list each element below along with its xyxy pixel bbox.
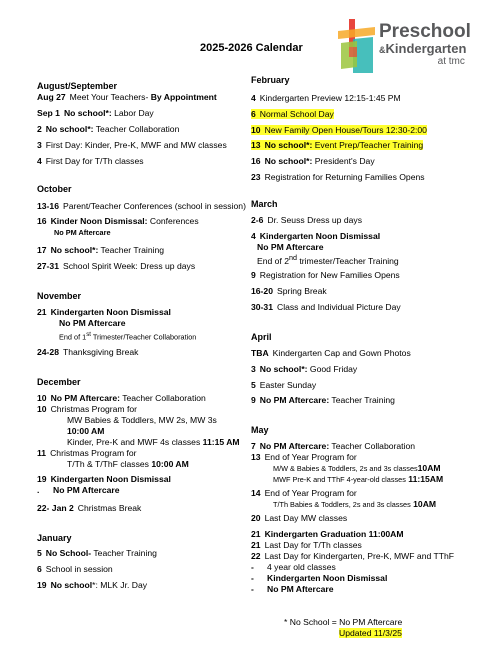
event-date: 5 [251,380,256,390]
event-subline: 10:00 AM [67,426,105,436]
event-block [37,474,171,496]
month-heading: January [37,533,72,543]
event-block [251,364,357,375]
event-text: Good Friday [309,364,358,374]
event-row [251,125,427,136]
event-row [251,380,316,391]
logo-line-preschool: Preschool [379,21,471,42]
event-block [251,395,395,406]
month-heading: August/September [37,81,118,91]
event-block [251,488,436,510]
event-row [251,452,443,463]
event-row [37,393,240,404]
event-text: President's Day [314,156,375,166]
event-row [37,216,199,227]
event-row [251,302,401,313]
event-date: 17 [37,245,47,255]
event-block [37,307,196,342]
event-row [37,261,195,272]
section-october [37,184,72,195]
event-row [37,307,196,318]
event-text: Teacher Collaboration [122,393,206,403]
event-date: 30-31 [251,302,273,312]
event-date: 13 [251,140,261,150]
event-text: Last Day for T/Th classes [264,540,362,550]
event-subline-text: trimester/Teacher Training [296,255,399,266]
event-row [251,109,334,120]
event-bold: Kinder Noon Dismissal: [50,216,148,226]
section-november [37,291,81,302]
event-subline-text: T/Th Babies & Toddlers, 2s and 3s classes [273,500,411,509]
event-text: Teacher Collaboration [331,441,416,451]
event-row [251,140,423,151]
event-block [251,529,454,595]
event-bold: No school*: [63,108,112,118]
event-subline: No PM Aftercare [257,242,324,252]
event-block [37,393,240,448]
event-bold: No School- [45,548,92,558]
event-block [37,564,113,575]
event-text: School Spirit Week: Dress up days [62,261,196,271]
event-block [37,216,199,238]
event-date: 27-31 [37,261,59,271]
highlight [251,140,423,150]
section-aug-sep [37,81,217,103]
event-date: 2 [37,124,42,134]
event-subline [251,499,436,510]
event-date: Aug 27 [37,92,66,102]
logo-ampersand: & [379,45,386,55]
event-subline: MW Babies & Toddlers, MW 2s, MW 3s [67,415,217,425]
event-row [251,441,443,452]
event-bold: By Appointment [150,92,217,102]
event-block [251,109,334,120]
footer-note [284,617,402,639]
event-block [251,93,401,104]
event-text: Class and Individual Picture Day [276,302,401,312]
event-text: Last Day for Kindergarten, Pre-K, MWF and TThF [264,551,455,561]
event-block [251,441,443,485]
logo-line-at-tmc: at tmc [437,56,465,67]
event-bold: 10:00 AM [151,459,189,469]
event-date: 21 [37,307,47,317]
event-row [251,584,454,595]
event-bold: No school*: [259,364,308,374]
event-date: 11 [37,448,47,458]
month-heading: November [37,291,82,301]
event-date: 23 [251,172,261,182]
event-block [37,580,147,591]
section-april [251,332,272,343]
event-subline-sup: st [86,331,91,338]
event-date: 5 [37,548,42,558]
event-row [251,156,375,167]
event-subline [251,474,443,485]
event-block [37,448,189,470]
event-date: 10 [37,393,47,403]
event-row [37,140,227,151]
event-block [37,347,138,358]
event-text: Last Day MW classes [264,513,348,523]
event-row [37,404,240,415]
event-text: 4 year old classes [267,562,336,572]
school-logo [333,17,493,75]
event-text: Thanksgiving Break [62,347,139,357]
event-bold: Kindergarten Noon Dismissal [259,231,381,241]
highlight [251,125,427,135]
event-date: 4 [251,231,256,241]
event-date: 3 [251,364,256,374]
event-bold: Kindergarten Noon Dismissal [50,474,171,484]
section-december [37,377,81,388]
event-date: 16 [251,156,261,166]
event-bold: No school*: [50,245,99,255]
event-block [37,124,179,135]
event-subline-text: Kinder, Pre-K and MWF 4s classes [67,437,201,447]
event-row [251,270,400,281]
event-row [251,573,454,584]
event-bold: No school*: [45,124,94,134]
event-subline: No PM Aftercare [54,228,111,237]
event-bold: No school*: [264,156,313,166]
event-date: - [251,584,254,594]
event-subline [251,463,443,474]
section-aug-sep-rows [37,108,154,119]
event-row [251,562,454,573]
event-date: - [251,573,254,583]
event-block [251,231,399,267]
event-bold: Kindergarten Graduation 11:00AM [264,529,404,539]
logo-cross-icon [335,17,377,75]
logo-line-kindergarten [379,42,471,57]
event-bold: No school*: [264,140,313,150]
month-heading: December [37,377,81,387]
event-block [251,513,347,524]
event-block [37,503,141,514]
event-block [37,201,246,212]
month-heading: February [251,75,290,85]
event-bold: No PM Aftercare: [259,395,330,405]
event-date: 10 [251,125,261,135]
event-bold: No school [50,580,93,590]
event-subline-sup: nd [289,254,297,262]
event-block [37,261,195,272]
section-february [251,75,290,86]
event-row [37,92,217,103]
event-block [251,302,401,313]
section-may [251,425,269,436]
event-block [251,125,427,136]
event-bold: 10AM [417,463,441,473]
event-row [37,347,138,358]
event-date: 10 [37,404,47,414]
event-text: Teacher Collaboration [95,124,180,134]
event-block [37,245,164,256]
event-date: 22 [251,551,261,561]
event-row [251,286,327,297]
event-date: 4 [251,93,256,103]
event-date: 20 [251,513,261,523]
event-block [251,172,425,183]
event-text: Labor Day [114,108,154,118]
event-block [251,348,411,359]
event-text: Kindergarten Cap and Gown Photos [272,348,411,358]
event-block [251,140,423,151]
event-text: Spring Break [276,286,327,296]
event-date: 2-6 [251,215,264,225]
event-date: 16 [37,216,47,226]
event-date: Sep 1 [37,108,60,118]
event-subline-text: End of 1 [59,332,87,342]
event-row [251,395,395,406]
event-text: First Day: Kinder, Pre-K, MWF and MW classes [45,140,227,150]
month-heading: March [251,199,278,209]
event-date: 7 [251,441,256,451]
event-text: School in session [45,564,113,574]
event-row [251,540,454,551]
logo-kindergarten-word: Kindergarten [385,41,467,56]
month-heading: October [37,184,72,194]
event-row [251,231,399,242]
event-subline-text: Trimester/Teacher Collaboration [90,332,197,342]
event-date: 13 [251,452,261,462]
event-row [37,245,164,256]
event-block [37,548,157,559]
event-date: 4 [37,156,42,166]
event-date: 24-28 [37,347,59,357]
event-bold: Kindergarten Noon Dismissal [267,573,388,583]
event-text: Teacher Training [331,395,395,405]
event-text: *: MLK Jr. Day [92,580,148,590]
event-date: 21 [251,540,261,550]
event-date: 13-16 [37,201,59,211]
month-heading: April [251,332,272,342]
event-subline [37,329,196,342]
event-row [251,364,357,375]
event-subline [251,253,399,267]
event-bold: 10AM [413,499,437,509]
calendar-title: 2025-2026 Calendar [200,42,303,54]
event-bold: No PM Aftercare [53,485,120,495]
event-text: Easter Sunday [259,380,317,390]
event-subline [37,437,240,448]
event-subline-text: M/W & Babies & Toddlers, 2s and 3s classes [273,464,418,473]
event-date: . [37,485,40,495]
event-date: 14 [251,488,261,498]
event-bold: 11:15AM [408,474,444,484]
event-row [37,485,171,496]
highlight [251,109,334,119]
event-block [251,270,400,281]
event-text: Dr. Seuss Dress up days [267,215,362,225]
event-date: 6 [37,564,42,574]
event-date: 6 [251,109,256,119]
event-subline-text: T/Th & T/ThF classes [67,459,149,469]
footer-legend: * No School = No PM Aftercare [284,617,403,627]
event-subline-text: MWF Pre-K and TThF 4-year-old classes [273,475,406,484]
event-date: 19 [37,474,47,484]
logo-wordmark [379,23,471,67]
event-block [251,215,362,226]
event-date: 3 [37,140,42,150]
event-date: 9 [251,395,256,405]
event-text: Christmas Program for [50,404,137,414]
event-text: End of Year Program for [264,452,357,462]
event-bold: No PM Aftercare [267,584,334,594]
event-subline [37,459,189,470]
event-text: Meet Your Teachers- [69,92,149,102]
event-bold: No PM Aftercare: [259,441,330,451]
event-text: Registration for Returning Families Opens [264,172,425,182]
event-row [37,474,171,485]
event-row [37,448,189,459]
updated-date: Updated 11/3/25 [339,628,402,638]
event-date: 16-20 [251,286,273,296]
event-row [37,548,157,559]
event-date: - [251,562,254,572]
event-subline-text: End of 2 [257,255,290,266]
event-text: Teacher Training [93,548,157,558]
event-row [37,503,141,514]
event-row [251,172,425,183]
event-bold: No PM Aftercare: [50,393,120,403]
event-row [251,529,454,540]
footer-updated [284,628,402,639]
section-january [37,533,72,544]
section-march [251,199,278,210]
event-block [37,156,144,167]
event-text: Parent/Teacher Conferences (school in session) [62,201,246,211]
event-row [37,124,179,135]
event-date: 22- Jan 2 [37,503,74,513]
event-block [251,286,327,297]
event-text: Conferences [149,216,199,226]
event-text: Kindergarten Preview 12:15-1:45 PM [259,93,401,103]
month-heading: May [251,425,269,435]
event-date: 21 [251,529,261,539]
event-row [251,93,401,104]
event-row [251,215,362,226]
event-date: TBA [251,348,269,358]
event-row [37,108,154,119]
event-text: End of Year Program for [264,488,357,498]
event-text: Registration for New Families Opens [259,270,400,280]
event-block [37,140,227,151]
event-row [37,156,144,167]
event-row [37,580,147,591]
event-text: Christmas Break [77,503,142,513]
event-subline: No PM Aftercare [59,318,126,328]
event-text: Teacher Training [100,245,165,255]
event-bold: 11:15 AM [202,437,240,447]
event-text: Christmas Program for [50,448,137,458]
event-block [251,380,316,391]
event-text: Normal School Day [259,109,334,119]
event-row [251,348,411,359]
event-row [37,201,246,212]
event-row [251,488,436,499]
event-bold: Kindergarten Noon Dismissal [50,307,171,317]
event-date: 19 [37,580,47,590]
event-block [251,156,375,167]
event-row [37,564,113,575]
event-row [251,513,347,524]
event-text: New Family Open House/Tours 12:30-2:00 [264,125,427,135]
event-row [251,551,454,562]
event-text: Event Prep/Teacher Training [314,140,424,150]
event-date: 9 [251,270,256,280]
event-text: First Day for T/Th classes [45,156,144,166]
